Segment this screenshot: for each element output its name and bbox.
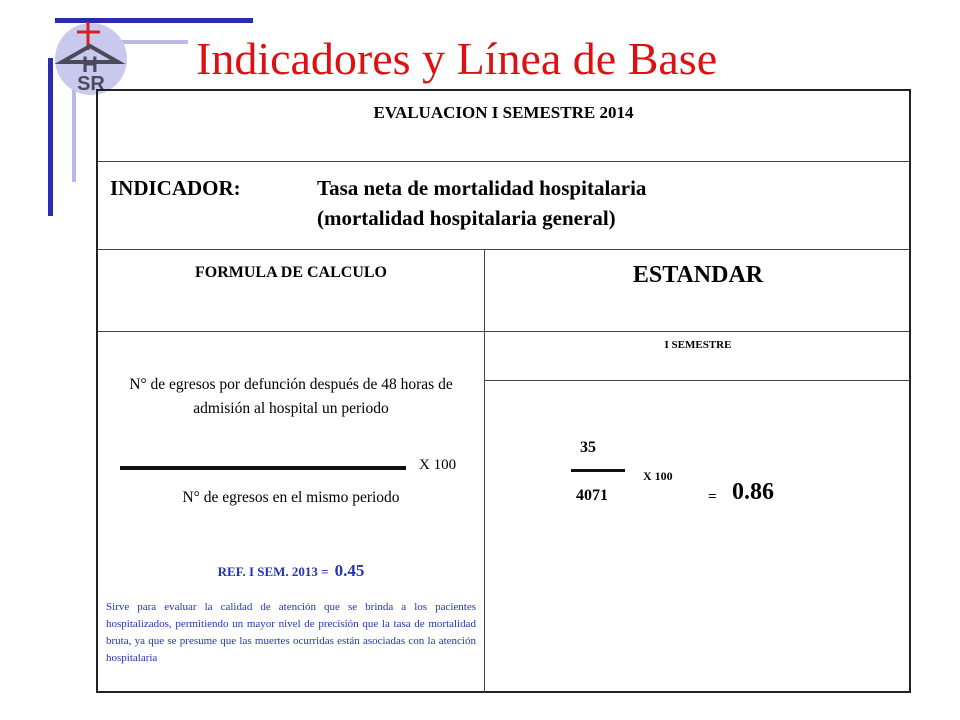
calc-equals: =: [708, 489, 717, 505]
evaluation-header: EVALUACION I SEMESTRE 2014: [373, 103, 634, 122]
formula-header-row: [98, 250, 909, 332]
indicator-table: [96, 89, 911, 693]
svg-text:SR: SR: [77, 73, 105, 95]
calc-multiplier: X 100: [643, 469, 673, 483]
svg-text:H: H: [82, 52, 98, 77]
formula-numerator: N° de egresos por defunción después de 48 horas de admisión al hospital un periodo: [129, 376, 453, 417]
hospital-logo: [50, 16, 132, 98]
table-header-row: [98, 91, 909, 162]
reference-label: REF. I SEM. 2013 =: [217, 564, 329, 579]
formula-denominator: N° de egresos en el mismo periodo: [182, 489, 400, 506]
formula-header: FORMULA DE CALCULO: [194, 264, 387, 281]
column-divider: [484, 250, 485, 693]
semester-divider: [485, 380, 911, 381]
reference-value: 0.45: [334, 561, 365, 580]
indicator-name: Tasa neta de mortalidad hospitalaria: [317, 176, 647, 200]
fraction-bar: [120, 466, 406, 470]
indicator-description: Sirve para evaluar la calidad de atención que se brinda a los pacientes hospitalizados, permitiendo un mayor nivel de precisión que la tasa de mortalidad bruta, ya que se presume que las muertes ocurridas están asociadas con la atención hospitalaria: [106, 601, 476, 664]
indicator-label: INDICADOR:: [110, 176, 241, 200]
standard-header: ESTANDAR: [632, 262, 764, 288]
calc-numerator: 35: [580, 439, 596, 456]
indicator-subtitle: (mortalidad hospitalaria general): [317, 206, 616, 230]
page-title: Indicadores y Línea de Base: [196, 33, 718, 84]
calc-denominator: 4071: [576, 487, 608, 504]
formula-multiplier: X 100: [419, 457, 457, 473]
semester-header: I SEMESTRE: [664, 339, 732, 351]
reference-line: [98, 561, 484, 581]
calc-result: 0.86: [732, 479, 774, 505]
calc-fraction-bar: [571, 469, 625, 472]
indicator-row: [98, 162, 909, 250]
